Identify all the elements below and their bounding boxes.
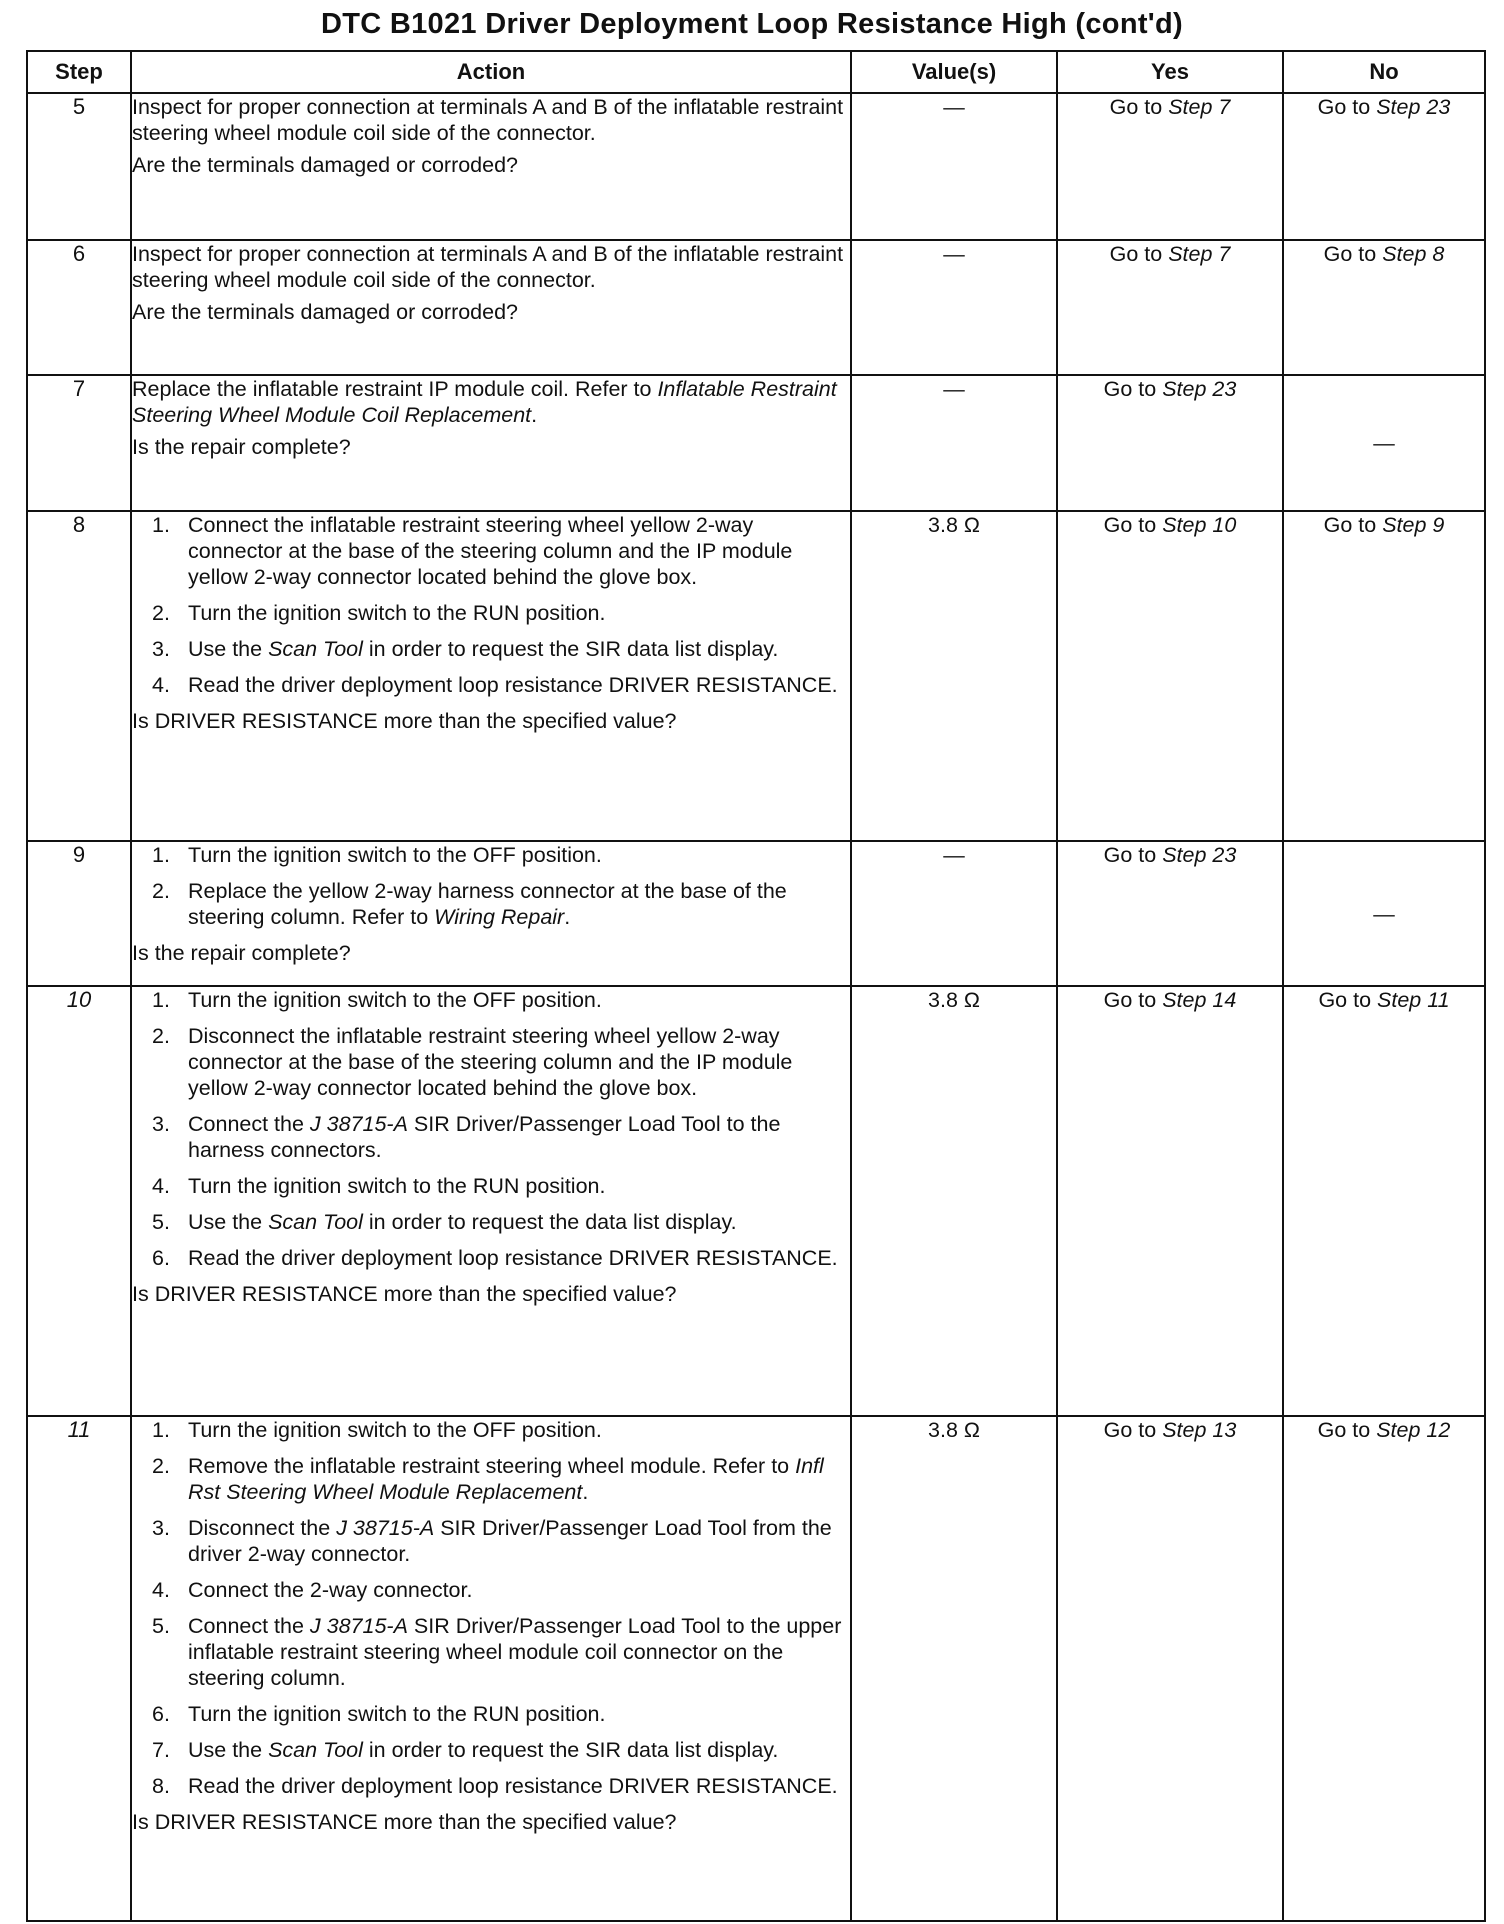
action-cell [131,375,851,511]
value-cell: 3.8 Ω [851,511,1057,841]
action-text: Inspect for proper connection at terminals A and B of the inflatable restraint steering wheel module coil side of the connector. [132,242,844,292]
item-number: 2. [152,1024,170,1048]
goto-prefix: Go to [1317,1418,1377,1442]
procedure-item [132,1515,850,1567]
goto-step-link[interactable]: Step 23 [1162,377,1237,401]
item-number: 2. [152,601,170,625]
procedure-item [132,1737,850,1763]
action-cell [131,240,851,375]
action-question: Is the repair complete? [132,941,351,965]
header-step: Step [27,51,131,93]
action-text-part: . [531,403,538,427]
procedure-item [132,1577,850,1603]
action-text-part: Replace the inflatable restraint IP module coil. Refer to [132,377,658,401]
action-cell [131,986,851,1416]
no-cell [1283,986,1485,1416]
goto-prefix: Go to [1317,95,1377,119]
item-text: SIR Driver/Passenger Load Tool from the driver 2-way connector. [188,1516,832,1566]
goto-step-link[interactable]: Step 12 [1376,1418,1451,1442]
item-number: 5. [152,1614,170,1638]
header-action: Action [131,51,851,93]
goto-prefix: Go to [1103,843,1163,867]
action-question: Are the terminals damaged or corroded? [132,300,519,324]
procedure-item [132,1245,850,1271]
step-number: 10 [27,986,131,1416]
action-question: Is DRIVER RESISTANCE more than the specified value? [132,1282,677,1306]
yes-cell [1057,240,1283,375]
procedure-item [132,987,850,1013]
goto-prefix: Go to [1103,1418,1163,1442]
item-number: 1. [152,988,170,1012]
value-cell: 3.8 Ω [851,1416,1057,1921]
item-text: Turn the ignition switch to the RUN position. [188,601,606,625]
procedure-item [132,1701,850,1727]
reference-link[interactable]: Wiring Repair [434,905,565,929]
item-text: in order to request the SIR data list display. [362,1738,779,1762]
tool-reference: Scan Tool [268,637,363,661]
goto-step-link[interactable]: Step 7 [1168,95,1231,119]
item-text: Connect the [188,1112,310,1136]
header-yes: Yes [1057,51,1283,93]
goto-step-link[interactable]: Step 13 [1162,1418,1237,1442]
action-cell [131,511,851,841]
goto-step-link[interactable]: Step 23 [1162,843,1237,867]
item-number: 3. [152,637,170,661]
procedure-item [132,1023,850,1101]
item-text: Turn the ignition switch to the OFF position. [188,843,602,867]
goto-step-link[interactable]: Step 23 [1376,95,1451,119]
item-text: Turn the ignition switch to the RUN position. [188,1174,606,1198]
item-text: Connect the 2-way connector. [188,1578,473,1602]
step-number: 7 [27,375,131,511]
reference-link[interactable]: Inflatable Restraint Steering Wheel Module Coil Replacement [132,377,837,427]
no-cell [1283,1416,1485,1921]
yes-cell [1057,511,1283,841]
procedure-item [132,636,850,662]
procedure-item [132,512,850,590]
item-text: Turn the ignition switch to the OFF position. [188,1418,602,1442]
step-number: 11 [27,1416,131,1921]
goto-step-link[interactable]: Step 10 [1162,513,1237,537]
yes-cell [1057,841,1283,986]
procedure-list [132,987,850,1271]
diagnostic-table [26,50,1486,1922]
item-text: . [582,1480,589,1504]
action-cell [131,841,851,986]
item-text: Use the [188,637,269,661]
table-row [27,986,1485,1416]
procedure-item [132,842,850,868]
tool-reference: J 38715-A [336,1516,435,1540]
action-cell [131,93,851,240]
item-text: Read the driver deployment loop resistance DRIVER RESISTANCE. [188,1774,838,1798]
action-question: Is DRIVER RESISTANCE more than the specified value? [132,709,677,733]
action-question: Are the terminals damaged or corroded? [132,153,519,177]
header-no: No [1283,51,1485,93]
item-number: 4. [152,673,170,697]
yes-cell [1057,93,1283,240]
item-text: Disconnect the inflatable restraint steering wheel yellow 2-way connector at the base of the steering column and the IP module yellow 2-way connector located behind the glove box. [188,1024,793,1100]
step-number: 8 [27,511,131,841]
tool-reference: J 38715-A [309,1614,408,1638]
yes-cell [1057,375,1283,511]
action-cell [131,1416,851,1921]
no-cell: — [1283,841,1485,986]
item-number: 6. [152,1702,170,1726]
procedure-list [132,512,850,698]
item-number: 5. [152,1210,170,1234]
no-cell [1283,93,1485,240]
no-cell [1283,240,1485,375]
action-question: Is DRIVER RESISTANCE more than the specified value? [132,1810,677,1834]
item-text: Use the [188,1738,269,1762]
goto-step-link[interactable]: Step 11 [1377,988,1450,1012]
item-number: 3. [152,1516,170,1540]
table-row [27,375,1485,511]
step-number: 6 [27,240,131,375]
goto-prefix: Go to [1323,242,1383,266]
tool-reference: Scan Tool [268,1738,363,1762]
item-text: in order to request the data list display. [362,1210,737,1234]
procedure-item [132,672,850,698]
value-cell: — [851,93,1057,240]
header-values: Value(s) [851,51,1057,93]
item-text: in order to request the SIR data list display. [362,637,779,661]
step-number: 9 [27,841,131,986]
value-cell: 3.8 Ω [851,986,1057,1416]
item-text: Replace the yellow 2-way harness connector at the base of the steering column. Refer to [188,879,787,929]
item-text: Turn the ignition switch to the RUN position. [188,1702,606,1726]
yes-cell [1057,986,1283,1416]
value-cell: — [851,841,1057,986]
goto-prefix: Go to [1109,95,1169,119]
item-number: 1. [152,513,170,537]
item-text: SIR Driver/Passenger Load Tool to the harness connectors. [188,1112,781,1162]
item-number: 2. [152,1454,170,1478]
yes-cell [1057,1416,1283,1921]
procedure-item [132,878,850,930]
item-text: SIR Driver/Passenger Load Tool to the upper inflatable restraint steering wheel module coil connector on the steering column. [188,1614,842,1690]
item-number: 2. [152,879,170,903]
table-row [27,511,1485,841]
goto-step-link[interactable]: Step 9 [1382,513,1445,537]
item-number: 3. [152,1112,170,1136]
tool-reference: J 38715-A [309,1112,408,1136]
action-text [132,376,850,428]
page-title: DTC B1021 Driver Deployment Loop Resistance High (cont'd) [321,8,1183,40]
no-cell: — [1283,375,1485,511]
item-text: Use the [188,1210,269,1234]
table-row [27,93,1485,240]
goto-step-link[interactable]: Step 7 [1168,242,1231,266]
goto-prefix: Go to [1318,988,1378,1012]
value-cell: — [851,240,1057,375]
procedure-item [132,1209,850,1235]
goto-prefix: Go to [1103,513,1163,537]
procedure-item [132,1773,850,1799]
procedure-list [132,842,850,930]
table-row [27,841,1485,986]
procedure-item [132,1613,850,1691]
goto-prefix: Go to [1103,988,1163,1012]
item-number: 6. [152,1246,170,1270]
procedure-item [132,1453,850,1505]
table-row [27,240,1485,375]
header-row [27,51,1485,93]
item-number: 1. [152,843,170,867]
item-number: 1. [152,1418,170,1442]
goto-step-link[interactable]: Step 14 [1162,988,1237,1012]
action-question: Is the repair complete? [132,435,351,459]
item-text: Connect the [188,1614,310,1638]
item-text: Read the driver deployment loop resistance DRIVER RESISTANCE. [188,673,838,697]
goto-step-link[interactable]: Step 8 [1382,242,1445,266]
step-number: 5 [27,93,131,240]
table-row [27,1416,1485,1921]
item-text: Read the driver deployment loop resistance DRIVER RESISTANCE. [188,1246,838,1270]
value-cell: — [851,375,1057,511]
procedure-list [132,1417,850,1799]
procedure-item [132,600,850,626]
item-number: 4. [152,1174,170,1198]
item-text: Remove the inflatable restraint steering wheel module. Refer to [188,1454,796,1478]
item-number: 7. [152,1738,170,1762]
item-text: Turn the ignition switch to the OFF position. [188,988,602,1012]
item-text: Connect the inflatable restraint steering wheel yellow 2-way connector at the base of the steering column and the IP module yellow 2-way connector located behind the glove box. [188,513,793,589]
item-number: 8. [152,1774,170,1798]
tool-reference: Scan Tool [268,1210,363,1234]
action-text: Inspect for proper connection at terminals A and B of the inflatable restraint steering wheel module coil side of the connector. [132,95,844,145]
procedure-item [132,1417,850,1443]
procedure-item [132,1111,850,1163]
goto-prefix: Go to [1103,377,1163,401]
item-text: . [564,905,571,929]
goto-prefix: Go to [1323,513,1383,537]
procedure-item [132,1173,850,1199]
item-text: Disconnect the [188,1516,337,1540]
item-number: 4. [152,1578,170,1602]
reference-link[interactable]: Infl Rst Steering Wheel Module Replacement [188,1454,824,1504]
no-cell [1283,511,1485,841]
goto-prefix: Go to [1109,242,1169,266]
